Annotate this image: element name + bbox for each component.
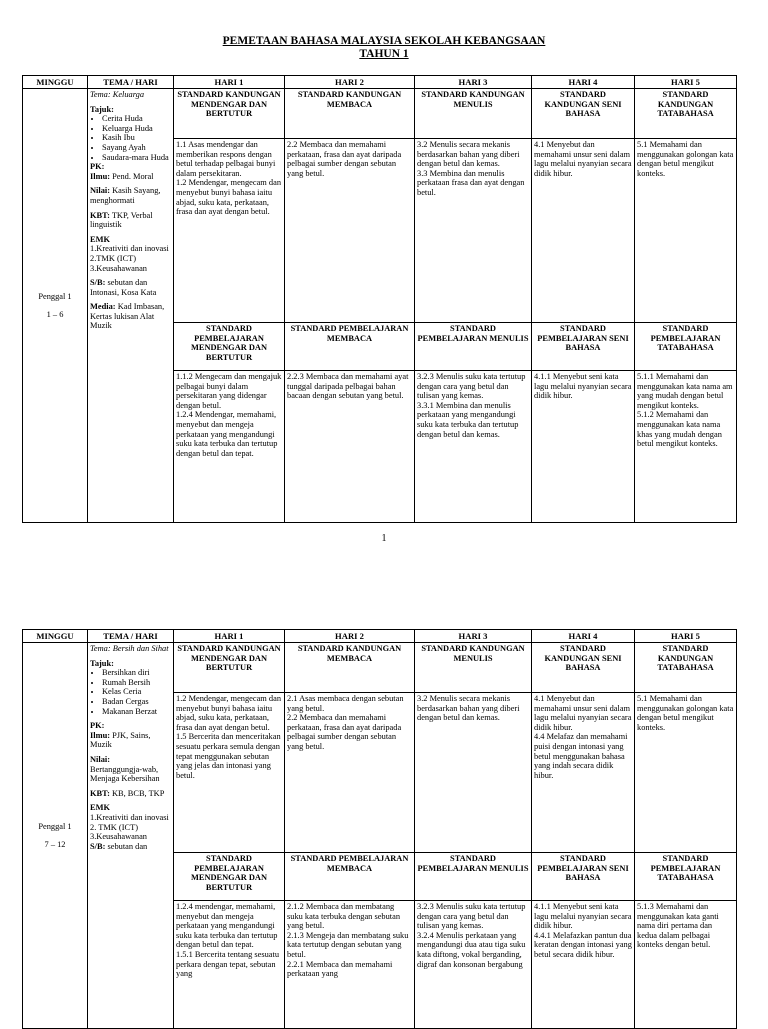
nilai-label: Nilai: xyxy=(90,754,111,764)
tajuk-item: • Cerita Huda xyxy=(102,114,171,124)
mapping-table-2 xyxy=(22,629,737,1029)
pembelajaran-cell-4: 4.1.1 Menyebut seni kata lagu melalui nyanyian secara didik hibur. 4.4.1 Melafazkan pantun dua keratan dengan intonasi yang betul secara didik hibur. xyxy=(532,901,635,1029)
minggu-range: 7 – 12 xyxy=(44,839,66,849)
media-label: Media: xyxy=(90,302,116,312)
pembelajaran-cell-3: 3.2.3 Menulis suku kata tertutup dengan cara yang betul dan tulisan yang kemas. 3.2.4 Menulis perkataan yang mengandungi dua atau tiga suku kata diftong, vokal berganding, digraf dan konsonan bergabung xyxy=(415,901,532,1029)
pembelajaran-title-4: STANDARD PEMBELAJARAN SENI BAHASA xyxy=(532,853,635,901)
ilmu-value: Pend. Moral xyxy=(112,171,154,181)
tajuk-item: • Kasih Ibu xyxy=(102,133,171,143)
nilai-value: Kasih Sayang, menghormati xyxy=(90,186,161,205)
tajuk-list xyxy=(90,668,171,716)
sb-value: sebutan dan xyxy=(107,841,148,851)
emk-label: EMK xyxy=(90,234,111,244)
document-subtitle: TAHUN 1 xyxy=(359,48,409,60)
kandungan-cell-3: 3.2 Menulis secara mekanis berdasarkan bahan yang diberi dengan betul dan kemas. xyxy=(415,693,532,853)
pembelajaran-cell-2: 2.2.3 Membaca dan memahami ayat tunggal daripada pelbagai bahan bacaan dengan sebutan yang betul. xyxy=(285,371,415,523)
pembelajaran-title-1: STANDARD PEMBELAJARAN MENDENGAR DAN BERTUTUR xyxy=(174,853,285,901)
kandungan-title-2: STANDARD KANDUNGAN MEMBACA xyxy=(285,643,415,693)
pembelajaran-title-3: STANDARD PEMBELAJARAN MENULIS xyxy=(415,853,532,901)
emk-item: 1.Kreativiti dan inovasi xyxy=(90,244,169,254)
kandungan-title-4: STANDARD KANDUNGAN SENI BAHASA xyxy=(532,643,635,693)
kandungan-title-5: STANDARD KANDUNGAN TATABAHASA xyxy=(635,89,737,139)
kandungan-cell-4: 4.1 Menyebut dan memahami unsur seni dalam lagu melalui nyanyian secara didik hibur. xyxy=(532,139,635,323)
header-hari-5: HARI 5 xyxy=(635,76,737,89)
kandungan-cell-2: 2.1 Asas membaca dengan sebutan yang betul. 2.2 Membaca dan memahami perkataan, frasa dan ayat daripada pelbagai sumber dengan sebutan yang betul. xyxy=(285,693,415,853)
ilmu-label: Ilmu: xyxy=(90,730,111,740)
sb-value: sebutan dan Intonasi, Kosa Kata xyxy=(90,278,157,297)
pk-label: PK: xyxy=(90,721,105,731)
sb-label: S/B: xyxy=(90,841,106,851)
emk-item: 3.Keusahawanan xyxy=(90,832,147,842)
header-hari-3: HARI 3 xyxy=(415,630,532,643)
tajuk-item: • Keluarga Huda xyxy=(102,124,171,134)
minggu-penggal: Penggal 1 xyxy=(38,821,72,831)
header-hari-1: HARI 1 xyxy=(174,630,285,643)
kandungan-cell-1: 1.1 Asas mendengar dan memberikan respons dengan betul terhadap pelbagai bunyi dalam persekitaran. 1.2 Mendengar, mengecam dan menyebut bunyi bahasa iaitu abjad, suku kata, perkataan, frasa dan ayat dengan betul. xyxy=(174,139,285,323)
kandungan-title-3: STANDARD KANDUNGAN MENULIS xyxy=(415,89,532,139)
kbt-value: TKP, Verbal linguistik xyxy=(90,210,153,230)
kbt-label: KBT: xyxy=(90,788,110,798)
kandungan-title-1: STANDARD KANDUNGAN MENDENGAR DAN BERTUTUR xyxy=(174,89,285,139)
header-hari-2: HARI 2 xyxy=(285,630,415,643)
pk-label: PK: xyxy=(90,162,105,172)
header-tema-hari: TEMA / HARI xyxy=(88,630,174,643)
kandungan-title-2: STANDARD KANDUNGAN MEMBACA xyxy=(285,89,415,139)
kandungan-title-1: STANDARD KANDUNGAN MENDENGAR DAN BERTUTUR xyxy=(174,643,285,693)
minggu-cell xyxy=(23,89,88,523)
emk-item: 2. TMK (ICT) xyxy=(90,822,138,832)
minggu-cell xyxy=(23,643,88,1029)
tema-value: Bersih dan Sihat xyxy=(112,644,169,653)
sb-label: S/B: xyxy=(90,278,106,288)
media-value: Kad Imbasan, Kertas lukisan Alat Muzik xyxy=(90,302,165,331)
pembelajaran-cell-1: 1.2.4 mendengar, memahami, menyebut dan mengeja perkataan yang mengandungi suku kata terbuka dan tertutup dengan betul dan tepat. 1.5.1 Bercerita tentang sesuatu perkara dengan tepat, sebutan yang xyxy=(174,901,285,1029)
pembelajaran-cell-5: 5.1.3 Memahami dan menggunakan kata ganti nama diri pertama dan kedua dalam pelbagai konteks dengan betul. xyxy=(635,901,737,1029)
emk-item: 2.TMK (ICT) xyxy=(90,253,137,263)
ilmu-label: Ilmu: xyxy=(90,171,111,181)
tajuk-item: • Sayang Ayah xyxy=(102,143,171,153)
minggu-range: 1 – 6 xyxy=(46,309,64,319)
header-hari-3: HARI 3 xyxy=(415,76,532,89)
tema-cell xyxy=(88,643,174,1029)
pembelajaran-title-2: STANDARD PEMBELAJARAN MEMBACA xyxy=(285,853,415,901)
tajuk-label: Tajuk: xyxy=(90,104,114,114)
kandungan-cell-1: 1.2 Mendengar, mengecam dan menyebut bunyi bahasa iaitu abjad, suku kata, perkataan, frasa dan ayat dengan betul. 1.5 Bercerita dan menceritakan sesuatu perkara semula dengan tepat menggunakan sebutan yang jelas dan intonasi yang betul. xyxy=(174,693,285,853)
tema-value: Keluarga xyxy=(112,90,145,99)
tema-label: Tema: xyxy=(90,644,111,653)
pembelajaran-cell-5: 5.1.1 Memahami dan menggunakan kata nama am yang mudah dengan betul mengikut konteks. 5.1.2 Memahami dan menggunakan kata nama khas yang mudah dengan betul mengikut konteks. xyxy=(635,371,737,523)
kandungan-cell-4: 4.1 Menyebut dan memahami unsur seni dalam lagu melalui nyanyian secara didik hibur. 4.4 Melafaz dan memahami puisi dengan intonasi yang betul menggunakan bahasa yang indah secara didik hibur. xyxy=(532,693,635,853)
pembelajaran-title-5: STANDARD PEMBELAJARAN TATABAHASA xyxy=(635,853,737,901)
pembelajaran-title-4: STANDARD PEMBELAJARAN SENI BAHASA xyxy=(532,323,635,371)
emk-item: 1.Kreativiti dan inovasi xyxy=(90,812,169,822)
kandungan-cell-5: 5.1 Memahami dan menggunakan golongan kata dengan betul mengikut konteks. xyxy=(635,693,737,853)
kbt-label: KBT: xyxy=(90,210,110,220)
kandungan-title-5: STANDARD KANDUNGAN TATABAHASA xyxy=(635,643,737,693)
tema-label: Tema: xyxy=(90,90,111,99)
tajuk-item: • Saudara-mara Huda xyxy=(102,153,171,163)
kandungan-cell-3: 3.2 Menulis secara mekanis berdasarkan bahan yang diberi dengan betul dan kemas. 3.3 Membina dan menulis perkataan frasa dan ayat dengan betul. xyxy=(415,139,532,323)
mapping-table-1 xyxy=(22,75,737,523)
ilmu-value: PJK, Sains, Muzik xyxy=(90,730,151,750)
tajuk-item: • Badan Cergas xyxy=(102,697,171,707)
kandungan-title-3: STANDARD KANDUNGAN MENULIS xyxy=(415,643,532,693)
tajuk-list xyxy=(90,114,171,162)
nilai-label: Nilai: xyxy=(90,186,111,196)
pembelajaran-title-3: STANDARD PEMBELAJARAN MENULIS xyxy=(415,323,532,371)
kandungan-title-4: STANDARD KANDUNGAN SENI BAHASA xyxy=(532,89,635,139)
header-minggu: MINGGU xyxy=(23,76,88,89)
tajuk-label: Tajuk: xyxy=(90,658,114,668)
tajuk-item: • Bersihkan diri xyxy=(102,668,171,678)
pembelajaran-cell-3: 3.2.3 Menulis suku kata tertutup dengan cara yang betul dan tulisan yang kemas. 3.3.1 Membina dan menulis perkataan yang mengandungi suku kata terbuka dan tertutup dengan betul dan kemas. xyxy=(415,371,532,523)
document-title: PEMETAAN BAHASA MALAYSIA SEKOLAH KEBANGSAAN xyxy=(222,35,546,47)
tema-cell xyxy=(88,89,174,523)
header-hari-4: HARI 4 xyxy=(532,76,635,89)
kbt-value: KB, BCB, TKP xyxy=(111,788,165,798)
pembelajaran-cell-2: 2.1.2 Membaca dan membatang suku kata terbuka dengan sebutan yang betul. 2.1.3 Mengeja dan membatang suku kata tertutup dengan sebutan yang betul. 2.2.1 Membaca dan memahami perkataan yang xyxy=(285,901,415,1029)
emk-item: 3.Keusahawanan xyxy=(90,263,147,273)
pembelajaran-cell-4: 4.1.1 Menyebut seni kata lagu melalui nyanyian secara didik hibur. xyxy=(532,371,635,523)
header-hari-2: HARI 2 xyxy=(285,76,415,89)
header-hari-1: HARI 1 xyxy=(174,76,285,89)
nilai-value: Bertanggungja-wab, Menjaga Kebersihan xyxy=(90,764,160,784)
pembelajaran-title-5: STANDARD PEMBELAJARAN TATABAHASA xyxy=(635,323,737,371)
kandungan-cell-5: 5.1 Memahami dan menggunakan golongan kata dengan betul mengikut konteks. xyxy=(635,139,737,323)
tajuk-item: • Makanan Berzat xyxy=(102,707,171,717)
header-hari-4: HARI 4 xyxy=(532,630,635,643)
pembelajaran-cell-1: 1.1.2 Mengecam dan mengajuk pelbagai bunyi dalam persekitaran yang didengar dengan betul. 1.2.4 Mendengar, memahami, menyebut dan mengeja perkataan yang mengandungi suku kata terbuka dan tertutup dengan betul dan tepat. xyxy=(174,371,285,523)
page-number: 1 xyxy=(381,533,387,544)
tajuk-item: • Rumah Bersih xyxy=(102,678,171,688)
kandungan-cell-2: 2.2 Membaca dan memahami perkataan, frasa dan ayat daripada pelbagai sumber dengan sebutan yang betul. xyxy=(285,139,415,323)
pembelajaran-title-2: STANDARD PEMBELAJARAN MEMBACA xyxy=(285,323,415,371)
header-hari-5: HARI 5 xyxy=(635,630,737,643)
emk-label: EMK xyxy=(90,803,111,813)
header-minggu: MINGGU xyxy=(23,630,88,643)
minggu-penggal: Penggal 1 xyxy=(38,291,72,301)
header-tema-hari: TEMA / HARI xyxy=(88,76,174,89)
tajuk-item: • Kelas Ceria xyxy=(102,687,171,697)
pembelajaran-title-1: STANDARD PEMBELAJARAN MENDENGAR DAN BERTUTUR xyxy=(174,323,285,371)
